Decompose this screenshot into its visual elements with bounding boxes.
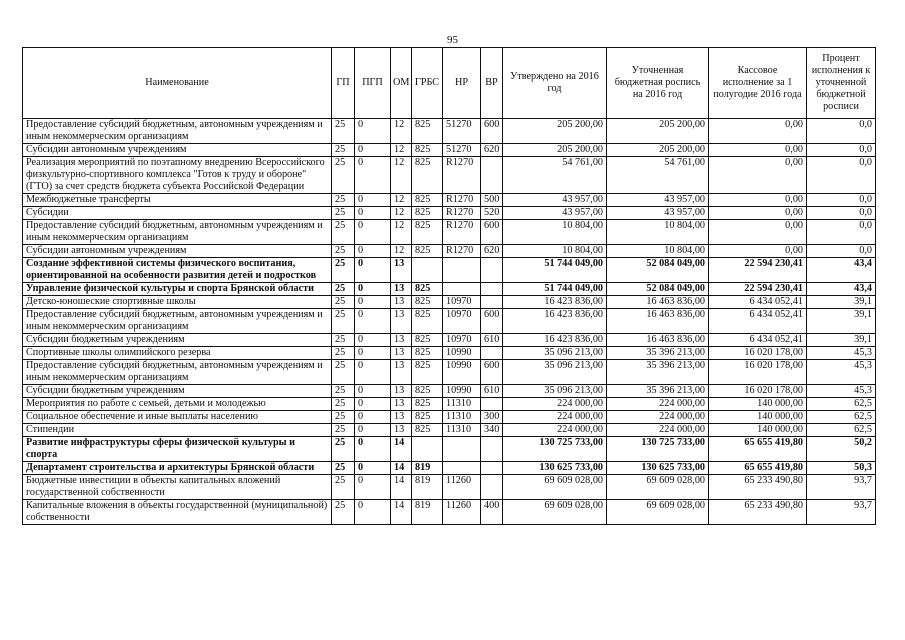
cell-approved: 35 096 213,00	[503, 347, 607, 360]
cell-refined: 224 000,00	[607, 398, 709, 411]
cell-percent: 50,2	[807, 437, 876, 462]
cell-percent: 45,3	[807, 347, 876, 360]
cell-approved: 35 096 213,00	[503, 385, 607, 398]
cell-om: 13	[391, 258, 412, 283]
page-number: 95	[447, 34, 458, 46]
cell-cash: 16 020 178,00	[709, 385, 807, 398]
cell-cash: 0,00	[709, 194, 807, 207]
cell-grbs: 825	[412, 424, 443, 437]
cell-np	[443, 258, 481, 283]
cell-vr	[481, 437, 503, 462]
cell-name: Субсидии автономным учреждениям	[23, 245, 332, 258]
table-row	[23, 296, 876, 309]
cell-percent: 0,0	[807, 119, 876, 144]
cell-np: 51270	[443, 119, 481, 144]
cell-approved: 224 000,00	[503, 398, 607, 411]
cell-np: 10970	[443, 334, 481, 347]
cell-gp: 25	[332, 157, 355, 194]
cell-vr: 610	[481, 334, 503, 347]
cell-percent: 62,5	[807, 424, 876, 437]
cell-name: Капитальные вложения в объекты государственной (муниципальной) собственности	[23, 500, 332, 525]
cell-refined: 54 761,00	[607, 157, 709, 194]
cell-name: Управление физической культуры и спорта Брянской области	[23, 283, 332, 296]
cell-ppgp: 0	[355, 462, 391, 475]
cell-vr: 400	[481, 500, 503, 525]
cell-om: 13	[391, 283, 412, 296]
cell-ppgp: 0	[355, 194, 391, 207]
cell-grbs: 825	[412, 119, 443, 144]
cell-np: R1270	[443, 157, 481, 194]
cell-ppgp: 0	[355, 424, 391, 437]
cell-vr: 520	[481, 207, 503, 220]
cell-ppgp: 0	[355, 157, 391, 194]
cell-cash: 65 655 419,80	[709, 437, 807, 462]
cell-om: 12	[391, 245, 412, 258]
cell-percent: 43,4	[807, 258, 876, 283]
cell-gp: 25	[332, 283, 355, 296]
cell-gp: 25	[332, 398, 355, 411]
cell-approved: 69 609 028,00	[503, 500, 607, 525]
cell-name: Предоставление субсидий бюджетным, автономным учреждениям и иным некоммерческим организациям	[23, 119, 332, 144]
cell-refined: 224 000,00	[607, 424, 709, 437]
cell-gp: 25	[332, 220, 355, 245]
cell-gp: 25	[332, 207, 355, 220]
cell-name: Мероприятия по работе с семьей, детьми и молодежью	[23, 398, 332, 411]
cell-vr: 600	[481, 220, 503, 245]
cell-percent: 0,0	[807, 220, 876, 245]
cell-vr	[481, 258, 503, 283]
cell-approved: 43 957,00	[503, 194, 607, 207]
cell-gp: 25	[332, 475, 355, 500]
cell-percent: 93,7	[807, 500, 876, 525]
cell-np	[443, 462, 481, 475]
cell-percent: 45,3	[807, 385, 876, 398]
cell-ppgp: 0	[355, 144, 391, 157]
cell-np: R1270	[443, 245, 481, 258]
header-om: ОМ	[391, 48, 412, 119]
cell-om: 14	[391, 462, 412, 475]
cell-refined: 205 200,00	[607, 144, 709, 157]
cell-np: 11310	[443, 424, 481, 437]
cell-vr	[481, 283, 503, 296]
cell-name: Социальное обеспечение и иные выплаты населению	[23, 411, 332, 424]
cell-name: Субсидии	[23, 207, 332, 220]
cell-cash: 140 000,00	[709, 424, 807, 437]
table-row	[23, 424, 876, 437]
cell-np: 10990	[443, 347, 481, 360]
cell-cash: 0,00	[709, 220, 807, 245]
cell-percent: 39,1	[807, 296, 876, 309]
cell-gp: 25	[332, 245, 355, 258]
cell-om: 13	[391, 385, 412, 398]
table-row	[23, 475, 876, 500]
cell-name: Субсидии бюджетным учреждениям	[23, 334, 332, 347]
cell-refined: 52 084 049,00	[607, 283, 709, 296]
cell-vr: 620	[481, 245, 503, 258]
cell-cash: 65 655 419,80	[709, 462, 807, 475]
cell-ppgp: 0	[355, 296, 391, 309]
cell-approved: 35 096 213,00	[503, 360, 607, 385]
table-row	[23, 334, 876, 347]
cell-name: Спортивные школы олимпийского резерва	[23, 347, 332, 360]
cell-cash: 140 000,00	[709, 398, 807, 411]
cell-refined: 35 396 213,00	[607, 385, 709, 398]
cell-cash: 6 434 052,41	[709, 309, 807, 334]
cell-np: R1270	[443, 194, 481, 207]
table-row	[23, 157, 876, 194]
cell-om: 13	[391, 411, 412, 424]
cell-cash: 140 000,00	[709, 411, 807, 424]
cell-om: 12	[391, 144, 412, 157]
cell-approved: 54 761,00	[503, 157, 607, 194]
cell-approved: 43 957,00	[503, 207, 607, 220]
cell-name: Реализация мероприятий по поэтапному внедрению Всероссийского физкультурно-спортивного комплекса "Готов к труду и обороне" (ГТО) за счет средств бюджета субъекта Российской Федерации	[23, 157, 332, 194]
cell-cash: 16 020 178,00	[709, 360, 807, 385]
cell-refined: 10 804,00	[607, 245, 709, 258]
cell-gp: 25	[332, 411, 355, 424]
cell-gp: 25	[332, 144, 355, 157]
cell-percent: 0,0	[807, 157, 876, 194]
cell-ppgp: 0	[355, 437, 391, 462]
cell-name: Предоставление субсидий бюджетным, автономным учреждениям и иным некоммерческим организациям	[23, 360, 332, 385]
cell-refined: 43 957,00	[607, 207, 709, 220]
cell-grbs: 825	[412, 245, 443, 258]
cell-name: Межбюджетные трансферты	[23, 194, 332, 207]
cell-approved: 205 200,00	[503, 144, 607, 157]
cell-om: 14	[391, 475, 412, 500]
cell-grbs: 825	[412, 283, 443, 296]
header-gp: ГП	[332, 48, 355, 119]
cell-np: R1270	[443, 220, 481, 245]
cell-approved: 51 744 049,00	[503, 258, 607, 283]
cell-om: 14	[391, 500, 412, 525]
cell-np: 11310	[443, 398, 481, 411]
cell-approved: 224 000,00	[503, 411, 607, 424]
cell-ppgp: 0	[355, 309, 391, 334]
table-row	[23, 309, 876, 334]
cell-name: Создание эффективной системы физического воспитания, ориентированной на особенности развития детей и подростков	[23, 258, 332, 283]
cell-np: 10990	[443, 385, 481, 398]
cell-ppgp: 0	[355, 347, 391, 360]
cell-grbs	[412, 437, 443, 462]
cell-ppgp: 0	[355, 334, 391, 347]
header-grbs: ГРБС	[412, 48, 443, 119]
cell-approved: 16 423 836,00	[503, 334, 607, 347]
cell-gp: 25	[332, 194, 355, 207]
cell-om: 12	[391, 220, 412, 245]
cell-grbs: 825	[412, 296, 443, 309]
cell-name: Бюджетные инвестиции в объекты капитальных вложений государственной собственности	[23, 475, 332, 500]
cell-cash: 16 020 178,00	[709, 347, 807, 360]
cell-grbs: 825	[412, 309, 443, 334]
cell-percent: 50,3	[807, 462, 876, 475]
cell-vr: 300	[481, 411, 503, 424]
cell-grbs: 819	[412, 462, 443, 475]
cell-vr: 600	[481, 360, 503, 385]
cell-percent: 0,0	[807, 194, 876, 207]
cell-grbs: 819	[412, 475, 443, 500]
cell-np	[443, 437, 481, 462]
table-row	[23, 411, 876, 424]
cell-cash: 22 594 230,41	[709, 258, 807, 283]
cell-approved: 205 200,00	[503, 119, 607, 144]
cell-ppgp: 0	[355, 398, 391, 411]
cell-cash: 0,00	[709, 144, 807, 157]
cell-cash: 0,00	[709, 119, 807, 144]
table-row	[23, 385, 876, 398]
cell-grbs: 825	[412, 194, 443, 207]
cell-gp: 25	[332, 424, 355, 437]
cell-percent: 39,1	[807, 309, 876, 334]
cell-refined: 205 200,00	[607, 119, 709, 144]
header-name: Наименование	[23, 48, 332, 119]
cell-om: 13	[391, 398, 412, 411]
header-approved: Утверждено на 2016 год	[503, 48, 607, 119]
table-row	[23, 194, 876, 207]
header-cash: Кассовое исполнение за 1 полугодие 2016 года	[709, 48, 807, 119]
cell-om: 13	[391, 424, 412, 437]
cell-gp: 25	[332, 500, 355, 525]
cell-name: Департамент строительства и архитектуры Брянской области	[23, 462, 332, 475]
cell-vr: 600	[481, 119, 503, 144]
header-refined: Уточненная бюджетная роспись на 2016 год	[607, 48, 709, 119]
cell-om: 12	[391, 207, 412, 220]
cell-om: 12	[391, 119, 412, 144]
cell-om: 13	[391, 347, 412, 360]
table-row	[23, 245, 876, 258]
cell-cash: 0,00	[709, 245, 807, 258]
cell-ppgp: 0	[355, 475, 391, 500]
cell-np	[443, 283, 481, 296]
cell-vr: 600	[481, 309, 503, 334]
cell-grbs: 825	[412, 398, 443, 411]
header-vr: ВР	[481, 48, 503, 119]
cell-refined: 69 609 028,00	[607, 500, 709, 525]
table-row	[23, 119, 876, 144]
cell-ppgp: 0	[355, 500, 391, 525]
table-row	[23, 258, 876, 283]
cell-percent: 62,5	[807, 411, 876, 424]
cell-cash: 6 434 052,41	[709, 296, 807, 309]
cell-om: 13	[391, 360, 412, 385]
cell-grbs: 825	[412, 334, 443, 347]
cell-refined: 16 463 836,00	[607, 296, 709, 309]
cell-vr: 340	[481, 424, 503, 437]
cell-percent: 0,0	[807, 245, 876, 258]
cell-approved: 10 804,00	[503, 220, 607, 245]
cell-cash: 6 434 052,41	[709, 334, 807, 347]
cell-om: 13	[391, 296, 412, 309]
cell-np: 11260	[443, 475, 481, 500]
cell-refined: 16 463 836,00	[607, 334, 709, 347]
cell-gp: 25	[332, 119, 355, 144]
cell-vr: 620	[481, 144, 503, 157]
cell-cash: 0,00	[709, 207, 807, 220]
cell-percent: 62,5	[807, 398, 876, 411]
budget-table	[22, 47, 876, 525]
cell-grbs: 825	[412, 385, 443, 398]
cell-np: 10970	[443, 309, 481, 334]
cell-gp: 25	[332, 347, 355, 360]
cell-om: 14	[391, 437, 412, 462]
table-row	[23, 462, 876, 475]
cell-refined: 69 609 028,00	[607, 475, 709, 500]
cell-name: Субсидии бюджетным учреждениям	[23, 385, 332, 398]
cell-name: Стипендии	[23, 424, 332, 437]
table-row	[23, 398, 876, 411]
cell-grbs: 825	[412, 144, 443, 157]
cell-name: Детско-юношеские спортивные школы	[23, 296, 332, 309]
cell-ppgp: 0	[355, 283, 391, 296]
cell-grbs: 819	[412, 500, 443, 525]
cell-np: R1270	[443, 207, 481, 220]
cell-om: 13	[391, 309, 412, 334]
cell-ppgp: 0	[355, 119, 391, 144]
cell-approved: 51 744 049,00	[503, 283, 607, 296]
cell-percent: 0,0	[807, 144, 876, 157]
table-row	[23, 220, 876, 245]
cell-refined: 16 463 836,00	[607, 309, 709, 334]
cell-ppgp: 0	[355, 258, 391, 283]
cell-ppgp: 0	[355, 207, 391, 220]
table-header-row	[23, 48, 876, 119]
cell-gp: 25	[332, 437, 355, 462]
table-row	[23, 283, 876, 296]
cell-np: 11310	[443, 411, 481, 424]
cell-name: Предоставление субсидий бюджетным, автономным учреждениям и иным некоммерческим организациям	[23, 220, 332, 245]
cell-refined: 35 396 213,00	[607, 347, 709, 360]
cell-refined: 43 957,00	[607, 194, 709, 207]
table-body	[23, 119, 876, 525]
cell-approved: 10 804,00	[503, 245, 607, 258]
cell-percent: 43,4	[807, 283, 876, 296]
cell-vr	[481, 347, 503, 360]
cell-refined: 52 084 049,00	[607, 258, 709, 283]
table-row	[23, 207, 876, 220]
cell-np: 10990	[443, 360, 481, 385]
table-row	[23, 500, 876, 525]
cell-vr	[481, 475, 503, 500]
cell-ppgp: 0	[355, 385, 391, 398]
table-row	[23, 347, 876, 360]
cell-gp: 25	[332, 462, 355, 475]
cell-cash: 0,00	[709, 157, 807, 194]
cell-om: 13	[391, 334, 412, 347]
cell-grbs: 825	[412, 347, 443, 360]
cell-ppgp: 0	[355, 220, 391, 245]
cell-approved: 130 725 733,00	[503, 437, 607, 462]
cell-cash: 65 233 490,80	[709, 475, 807, 500]
cell-vr	[481, 296, 503, 309]
cell-grbs: 825	[412, 411, 443, 424]
cell-om: 12	[391, 194, 412, 207]
cell-grbs: 825	[412, 220, 443, 245]
cell-np: 11260	[443, 500, 481, 525]
cell-name: Предоставление субсидий бюджетным, автономным учреждениям и иным некоммерческим организациям	[23, 309, 332, 334]
cell-ppgp: 0	[355, 245, 391, 258]
cell-refined: 224 000,00	[607, 411, 709, 424]
cell-percent: 0,0	[807, 207, 876, 220]
cell-vr: 500	[481, 194, 503, 207]
table-row	[23, 360, 876, 385]
cell-refined: 35 396 213,00	[607, 360, 709, 385]
cell-gp: 25	[332, 360, 355, 385]
cell-cash: 22 594 230,41	[709, 283, 807, 296]
cell-vr	[481, 462, 503, 475]
cell-approved: 69 609 028,00	[503, 475, 607, 500]
cell-approved: 224 000,00	[503, 424, 607, 437]
cell-gp: 25	[332, 296, 355, 309]
table-row	[23, 437, 876, 462]
cell-percent: 45,3	[807, 360, 876, 385]
cell-approved: 16 423 836,00	[503, 296, 607, 309]
cell-gp: 25	[332, 385, 355, 398]
cell-vr	[481, 157, 503, 194]
cell-ppgp: 0	[355, 360, 391, 385]
cell-grbs: 825	[412, 360, 443, 385]
cell-gp: 25	[332, 309, 355, 334]
cell-percent: 93,7	[807, 475, 876, 500]
table-row	[23, 144, 876, 157]
cell-vr: 610	[481, 385, 503, 398]
cell-cash: 65 233 490,80	[709, 500, 807, 525]
cell-name: Развитие инфраструктуры сферы физической культуры и спорта	[23, 437, 332, 462]
cell-refined: 10 804,00	[607, 220, 709, 245]
cell-refined: 130 725 733,00	[607, 437, 709, 462]
header-ppgp: ПГП	[355, 48, 391, 119]
cell-approved: 16 423 836,00	[503, 309, 607, 334]
cell-grbs	[412, 258, 443, 283]
cell-refined: 130 625 733,00	[607, 462, 709, 475]
cell-gp: 25	[332, 334, 355, 347]
cell-vr	[481, 398, 503, 411]
cell-np: 10970	[443, 296, 481, 309]
cell-grbs: 825	[412, 157, 443, 194]
cell-gp: 25	[332, 258, 355, 283]
cell-percent: 39,1	[807, 334, 876, 347]
header-percent: Процент исполнения к уточненной бюджетной росписи	[807, 48, 876, 119]
cell-np: 51270	[443, 144, 481, 157]
cell-approved: 130 625 733,00	[503, 462, 607, 475]
cell-grbs: 825	[412, 207, 443, 220]
cell-name: Субсидии автономным учреждениям	[23, 144, 332, 157]
header-np: НР	[443, 48, 481, 119]
cell-ppgp: 0	[355, 411, 391, 424]
cell-om: 12	[391, 157, 412, 194]
